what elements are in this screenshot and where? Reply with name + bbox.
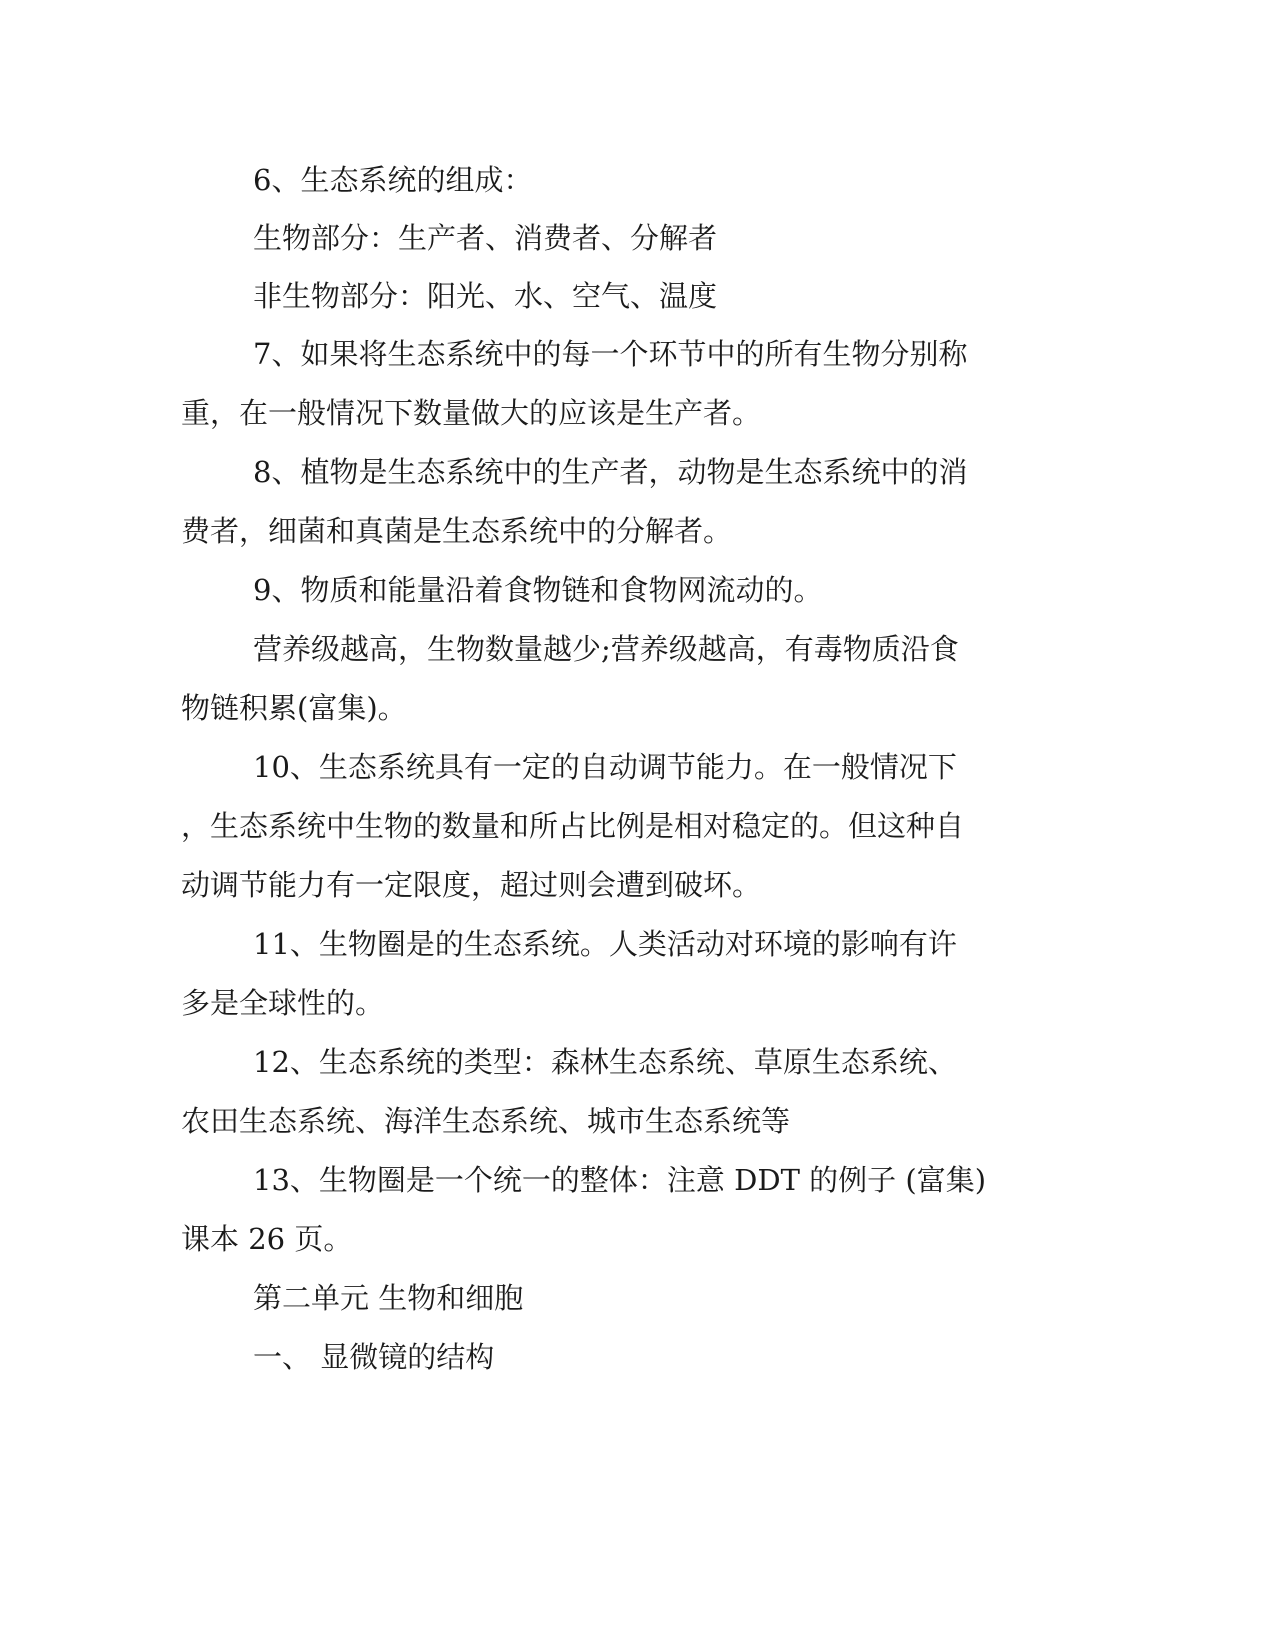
item-9-line: 9、物质和能量沿着食物链和食物网流动的。: [253, 573, 823, 607]
item-10-line-2: ，生态系统中生物的数量和所占比例是相对稳定的。但这种自: [181, 809, 965, 843]
microscope-structure-heading: 一、 显微镜的结构: [253, 1340, 495, 1374]
item-8-line-2: 费者，细菌和真菌是生态系统中的分解者。: [181, 514, 733, 548]
item-6-heading: 6、生态系统的组成：: [253, 163, 533, 197]
item-11-line-1: 11、生物圈是的生态系统。人类活动对环境的影响有许: [253, 927, 957, 961]
abiotic-components-line: 非生物部分：阳光、水、空气、温度: [253, 279, 718, 313]
biotic-components-line: 生物部分：生产者、消费者、分解者: [253, 221, 718, 255]
item-10-line-3: 动调节能力有一定限度，超过则会遭到破坏。: [181, 868, 762, 902]
trophic-level-line-2: 物链积累(富集)。: [181, 691, 407, 725]
item-11-line-2: 多是全球性的。: [181, 986, 385, 1020]
item-7-line-1: 7、如果将生态系统中的每一个环节中的所有生物分别称: [253, 337, 968, 371]
item-7-line-2: 重，在一般情况下数量做大的应该是生产者。: [181, 396, 762, 430]
item-12-line-2: 农田生态系统、海洋生态系统、城市生态系统等: [181, 1104, 791, 1138]
item-12-line-1: 12、生态系统的类型：森林生态系统、草原生态系统、: [253, 1045, 957, 1079]
item-8-line-1: 8、植物是生态系统中的生产者，动物是生态系统中的消: [253, 455, 968, 489]
unit-2-heading: 第二单元 生物和细胞: [253, 1281, 524, 1315]
item-13-line-1: 13、生物圈是一个统一的整体：注意 DDT 的例子 (富集): [253, 1163, 987, 1197]
item-13-line-2: 课本 26 页。: [181, 1222, 353, 1256]
trophic-level-line-1: 营养级越高，生物数量越少;营养级越高，有毒物质沿食: [253, 632, 959, 666]
item-10-line-1: 10、生态系统具有一定的自动调节能力。在一般情况下: [253, 750, 957, 784]
